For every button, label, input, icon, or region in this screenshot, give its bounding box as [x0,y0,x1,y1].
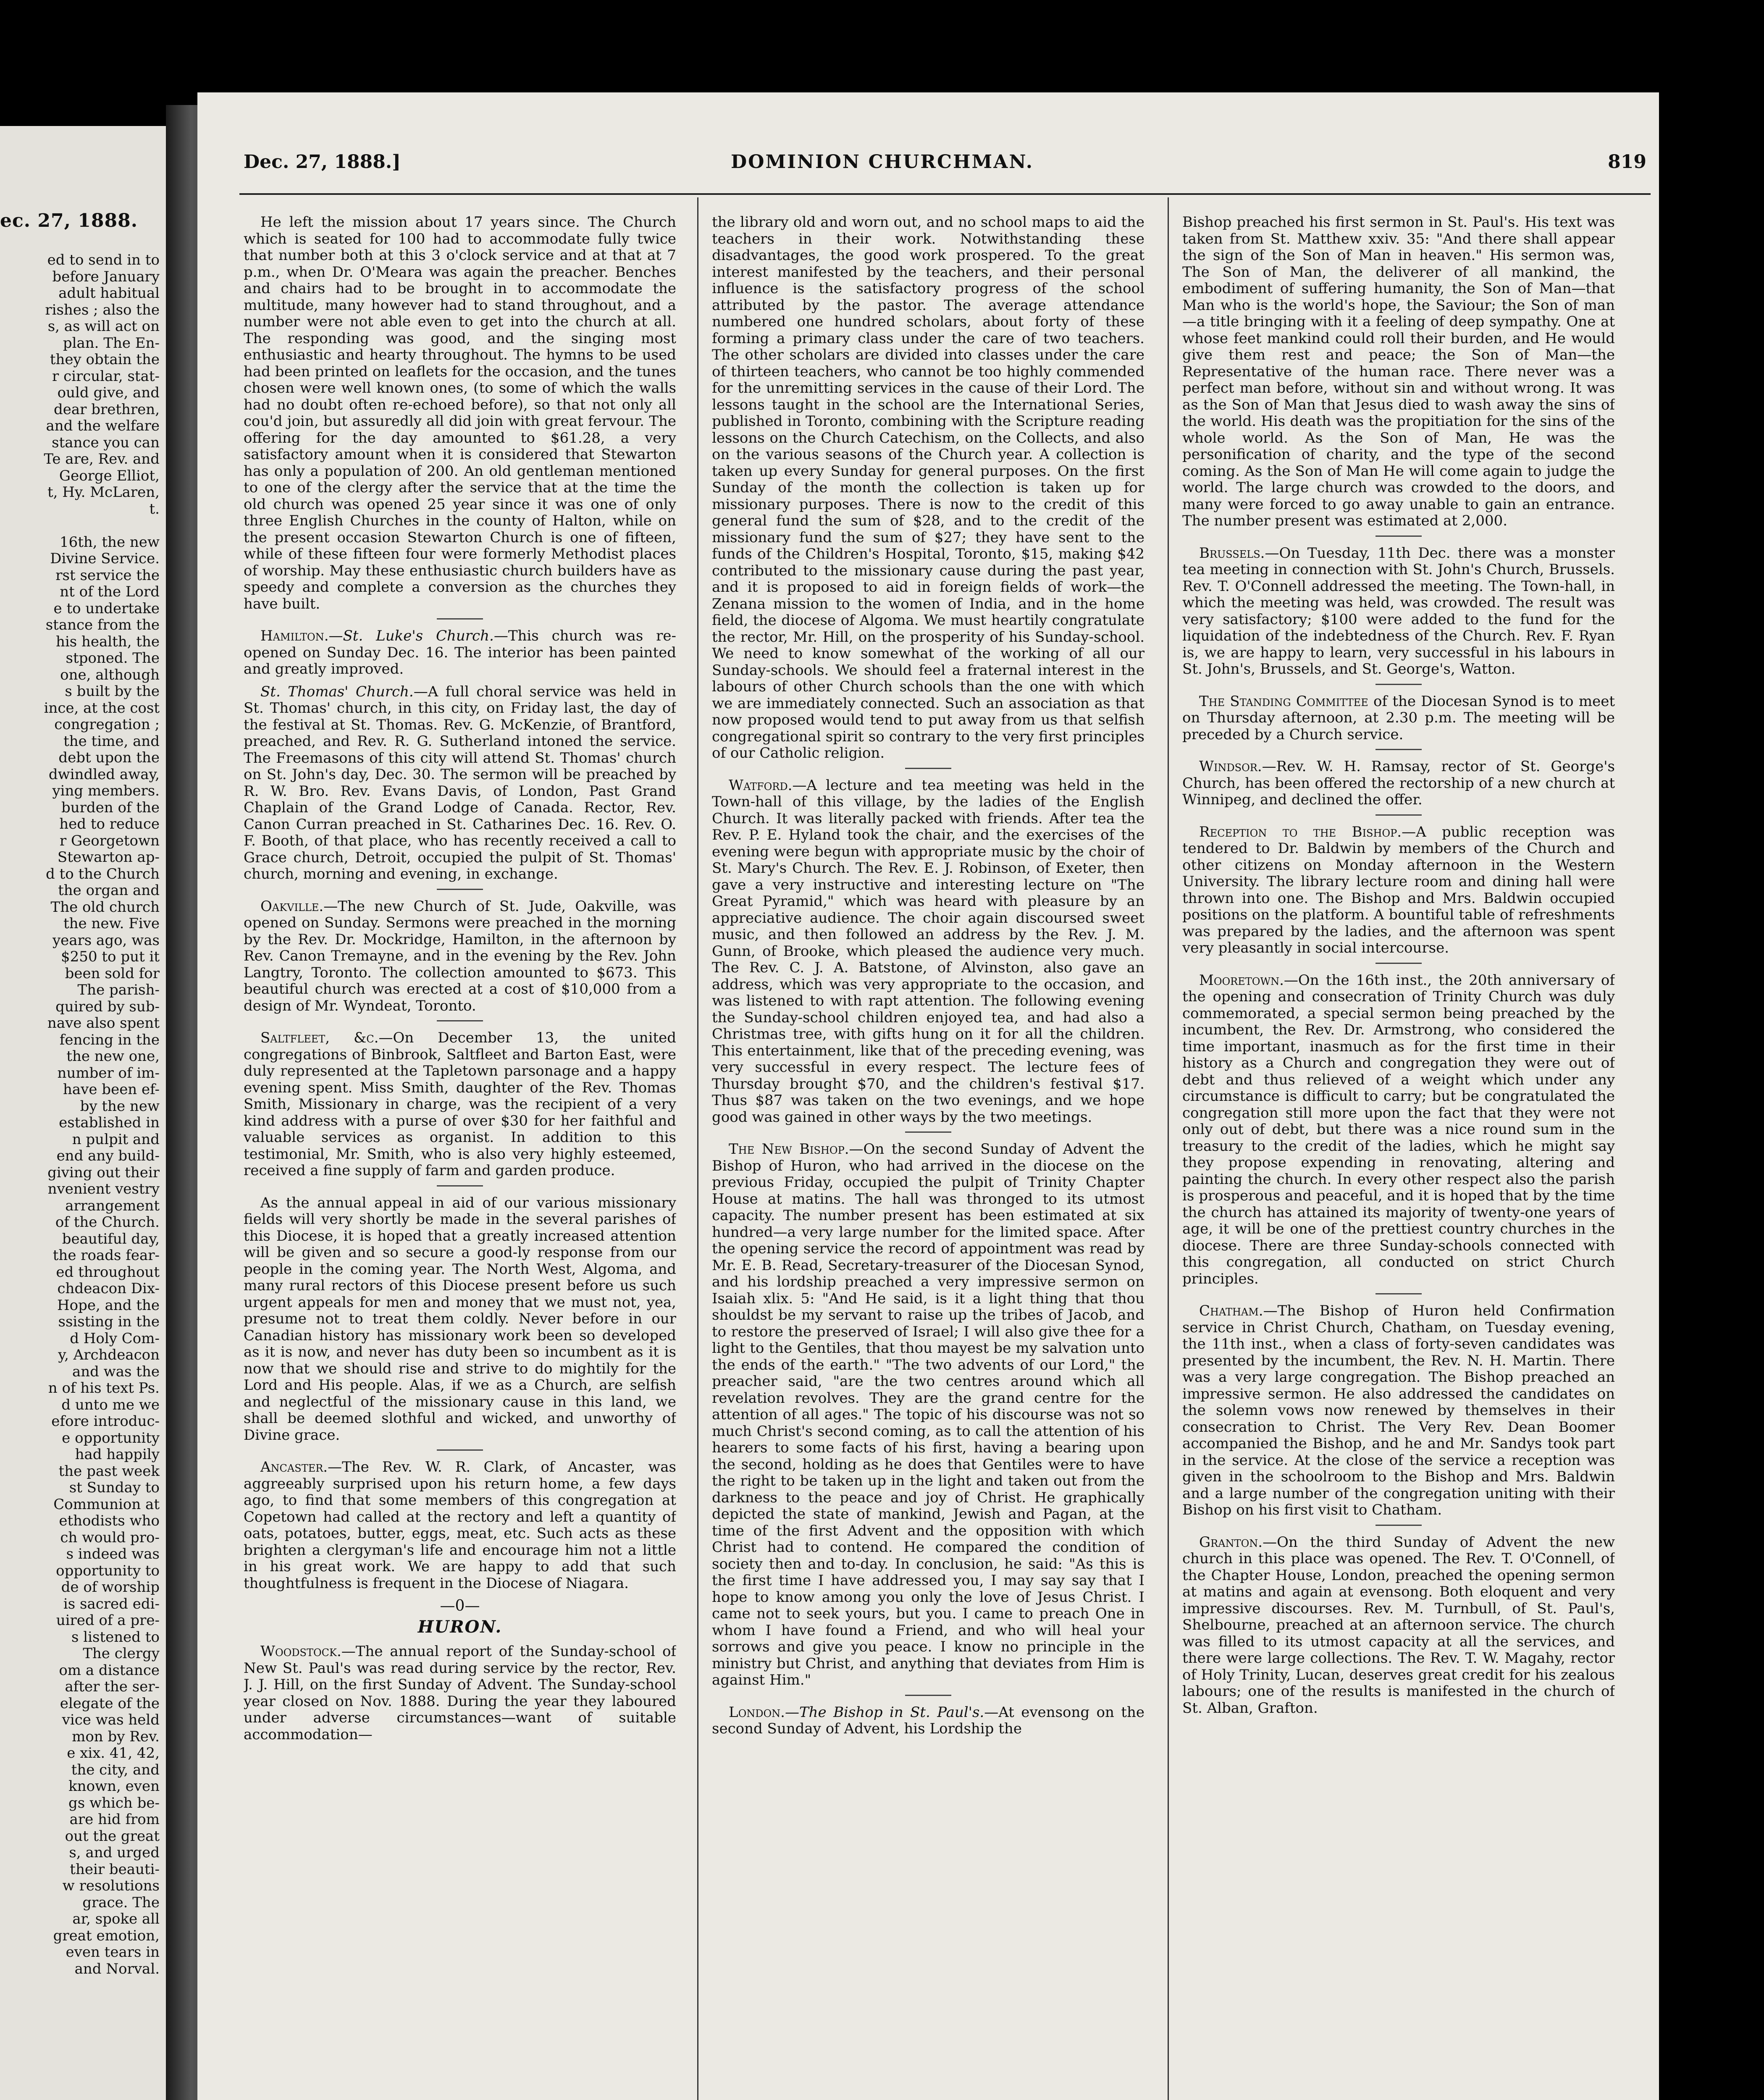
left-page-line: t. [149,500,160,517]
left-page-header: ec. 27, 1888. [0,210,138,231]
left-page-line: dear brethren, [54,401,160,418]
article-appeal: As the annual appeal in aid of our various missionary fields will very shortly be made in the several parishes of this Diocese, it is hoped that a greatly increased attention will be given and so secure a good-ly response from our people in the coming year. The North West, Algoma, and many rural rectors of this Diocese present before us such urgent appeals for men and money that we must not, yea, presume not to treat them coldly. Never before in our Canadian history has missionary work been so developed as it is now, and never has duty been so incumbent as it is now that we should rise and strive to do mightily for the Lord and His people. Alas, if we as a Church, are selfish and neglectful of the missionary cause in this land, we shall be deemed slothful and wicked, and unworthy of Divine grace. [244,1194,676,1444]
left-page-line: the city, and [71,1761,160,1778]
column-rule [1168,197,1169,2100]
left-page-line: r Georgetown [59,832,160,849]
section-separator [1376,963,1422,964]
left-page-line: s, as will act on [47,318,160,335]
article-title: Ancaster. [260,1459,328,1475]
left-page-line: stance you can [52,434,160,451]
article-title: Granton. [1199,1533,1263,1551]
column-1 [244,214,676,2100]
article-paragraph: He left the mission about 17 years since. The Church which is seated for 100 had to accommodate fully twice that number both at this 3 o'clock service and at that at 7 p.m., when Dr. O'Meara was again the preacher. Benches and chairs had to be brought in to accommodate the multitude, many however had to stand throughout, and a number were not able even to get into the church at all. The responding was good, and the singing most enthusiastic and hearty throughout. The hymns to be used had been printed on leaflets for the occasion, and the tunes chosen were well known ones, (to some of which the walls had no doubt often re-echoed before), so that not only all cou'd join, but assuredly all did join with great fervour. The offering for the day amounted to $61.28, a very satisfactory amount when it is considered that Stewarton has only a population of 200. An old gentleman mentioned to one of the clergy after the service that at the time the old church was opened 25 year since it was one of only three English Churches in the county of Halton, while on the present occasion Stewarton Church is one of fifteen, while of these fifteen four were formerly Methodist places of worship. May these enthusiastic church builders have as speedy and complete a conversion as the churches they have built. [244,214,676,612]
left-page-line: ed throughout [56,1263,160,1281]
article-body: On December 13, the united congregations of Binbrook, Saltfleet and Barton East, were duly represented at the Tapletown parsonage and a happy evening spent. Miss Smith, daughter of the Rev. Thomas Smith, Missionary in charge, was the recipient of a very kind address with a purse of over $30 for her faithful and valuable services as organist. In addition to this testimonial, Mr. Smith, who is also very highly esteemed, received a fine supply of farm and garden produce. [244,1029,676,1179]
article-body: A public reception was tendered to Dr. Baldwin by members of the Church and other citizens on Monday afternoon in the Western University. The library lecture room and dining hall were thrown into one. The Bishop and Mrs. Baldwin occupied positions on the platform. A bountiful table of refreshments was prepared by the ladies, and the afternoon was spent very pleasantly in social intercourse. [1182,823,1615,956]
header-rule [239,193,1651,195]
article-title: Windsor. [1199,758,1262,775]
left-page-line: after the ser- [65,1678,160,1695]
left-page-line: adult habitual [58,285,160,302]
left-page-line: rishes ; also the [45,301,160,318]
left-page-text [0,252,160,1977]
left-page-line: the organ and [58,882,160,899]
section-heading-huron: HURON. [417,1617,502,1637]
left-page-line: have been ef- [63,1081,160,1098]
left-page-line: The clergy [83,1645,160,1662]
left-page-line: and was the [72,1363,160,1380]
left-page-line: Stewarton ap- [57,849,160,866]
left-page-line: ould give, and [57,384,160,401]
article-title: Mooretown. [1199,971,1284,989]
section-separator [1376,536,1422,537]
left-page-line: efore introduc- [51,1413,160,1430]
left-page-line: rst service the [55,567,160,584]
left-page-line: years ago, was [52,932,160,949]
section-separator [437,1185,483,1186]
left-page-fragment [0,126,166,2100]
article-granton: Granton.—On the third Sunday of Advent the new church in this place was opened. The Rev. T. O'Connell, of the Chapter House, London, preached the opening sermon at matins and again at evensong. Both eloquent and very impressive discourses. Rev. M. Turnbull, of St. Paul's, Shelbourne, preached at an afternoon service. The church was filled to its utmost capacity at all the services, and there were large collections. The Rev. T. W. Magahy, rector of Holy Trinity, Lucan, deserves great credit for his zealous labours; one of the results is manifested in the church of St. Alban, Grafton. [1182,1533,1615,1717]
left-page-line: the time, and [63,732,160,750]
article-body: On Tuesday, 11th Dec. there was a monster tea meeting in connection with St. John's Church, Brussels. Rev. T. O'Connell addressed the meeting. The Town-hall, in which the meeting was held, was crowded. The result was very satisfactory; $100 were added to the fund for the liquidation of the indebtedness of the Church. Rev. F. Ryan is, we are happy to learn, very successful in his labours in St. John's, Brussels, and St. George's, Watton. [1182,544,1615,677]
article-body: A full choral service was held in St. Thomas' church, in this city, on Friday last, the day of the festival at St. Thomas. Rev. G. McKenzie, of Brantford, preached, and Rev. R. G. Sutherland intoned the service. The Freemasons of this city will attend St. Thomas' church on St. John's day, Dec. 30. The sermon will be preached by R. W. Bro. Rev. Evans Davis, of London, Past Grand Chaplain of the Grand Lodge of Canada. Rector, Rev. Canon Curran preached in St. Catharines Dec. 16. Rev. O. F. Booth, of that place, who has recently received a call to Grace church, Detroit, occupied the pulpit of St. Thomas' church, morning and evening, in exchange. [244,683,676,882]
article-body: This church was re-opened on Sunday Dec. 16. The interior has been painted and greatly improved. [244,627,676,677]
left-page-line: quired by sub- [55,998,160,1015]
left-page-line: opportunity to [56,1562,160,1579]
left-page-line: Divine Service. [50,550,160,567]
left-page-line: they obtain the [50,351,160,368]
left-page-line: d unto me we [61,1396,160,1413]
left-page-line: nvenient vestry [47,1181,160,1197]
article-oakville: Oakville.—The new Church of St. Jude, Oakville, was opened on Sunday. Sermons were preached in the morning by the Rev. Dr. Mockridge, Hamilton, in the afternoon by Rev. Canon Tremayne, and in the evening by the Rev. John Langtry, Toronto. The collection amounted to $673. This beautiful church was erected at a cost of $10,000 from a design of Mr. Wyndeat, Toronto. [244,898,676,1014]
left-page-line: the new one, [66,1048,160,1065]
left-page-line: uired of a pre- [56,1612,160,1629]
article-body: A lecture and tea meeting was held in the Town-hall of this village, by the ladies of the English Church. It was literally packed with friends. After tea the Rev. P. E. Hyland took the chair, and the exercises of the evening were begun with appropriate music by the choir of St. Mary's Church. The Rev. E. J. Robinson, of Exeter, then gave a very instructive and interesting lecture on "The Great Pyramid," which was heard with pleasure by an appreciative audience. The choir again discoursed sweet music, and then followed an address by the Rev. J. M. Gunn, of Brooke, which pleased the audience very much. The Rev. C. J. A. Batstone, of Alvinston, also gave an address, which was very appropriate to the occasion, and was listened to with rapt attention. The following evening the Sunday-school children enjoyed tea, and had also a Christmas tree, with gifts hung on it for all the children. This entertainment, like that of the preceding evening, was very successful in every respect. The lecture fees of Thursday brought $70, and the children's festival $17. Thus $87 was taken on the two evenings, and we hope good was gained in other ways by the two meetings. [712,777,1144,1126]
article-body: The new Church of St. Jude, Oakville, was opened on Sunday. Sermons were preached in the morning by the Rev. Dr. Mockridge, Hamilton, in the afternoon by Rev. Canon Tremayne, and in the evening by the Rev. John Langtry, Toronto. The collection amounted to $673. This beautiful church was erected at a cost of $10,000 from a design of Mr. Wyndeat, Toronto. [244,898,676,1014]
article-body: Rev. W. H. Ramsay, rector of St. George's Church, has been offered the rectorship of a new church at Winnipeg, and declined the offer. [1182,758,1615,808]
page-number: 819 [1608,151,1646,173]
article-saltfleet: Saltfleet, &c.—On December 13, the united congregations of Binbrook, Saltfleet and Barton East, were duly represented at the Tapletown parsonage and a happy evening spent. Miss Smith, daughter of the Rev. Thomas Smith, Missionary in charge, was the recipient of a very kind address with a purse of over $30 for her faithful and valuable services as organist. In addition to this testimonial, Mr. Smith, who is also very highly esteemed, received a fine supply of farm and garden produce. [244,1029,676,1179]
left-page-line: The old church [50,898,160,916]
header-date: Dec. 27, 1888.] [244,151,401,173]
left-page-line: known, even [68,1778,160,1795]
left-page-line: d to the Church [45,865,160,882]
left-page-line: ed to send in to [47,252,160,268]
left-page-line: fencing in the [59,1031,160,1048]
left-page-line: one, although [60,666,160,683]
left-page-line: established in [59,1114,160,1131]
article-paragraph: Bishop preached his first sermon in St. Paul's. His text was taken from St. Matthew xxiv. 35: "And there shall appear the sign of the Son of Man in heaven." His sermon was, The Son of Man, the deliverer of all mankind, the embodiment of suffering humanity, the Son of Man—that Man who is the world's hope, the Saviour; the Son of man—a title bringing with it a feeling of deep sympathy. One at whose feet mankind could roll their burden, and He would give them rest and peace; the Son of Man—the Representative of the human race. There never was a perfect man before, without sin and without wrong. It was as the Son of Man that Jesus died to wash away the sins of the world. His death was the propitiation for the sins of the whole world. As the Son of Man, He was the personification of charity, and the type of the second coming. As the Son of Man He will come again to judge the world. The large church was crowded to the doors, and many were forced to go away unable to gain an entrance. The number present was estimated at 2,000. [1182,214,1615,529]
article-subtitle: St. Luke's Church. [343,627,494,644]
article-body: The annual report of the Sunday-school of New St. Paul's was read during service by the rector, Rev. J. J. Hill, on the first Sunday of Advent. The Sunday-school year closed on Nov. 1888. During the year they laboured under adverse circumstances—want of suitable accommodation— [244,1643,676,1743]
left-page-line: Te are, Rev. and [44,451,160,467]
left-page-line: s indeed was [66,1546,160,1562]
left-page-line: ethodists who [59,1512,160,1529]
left-page-line: s, and urged [69,1844,160,1861]
left-page-line: of the Church. [55,1214,160,1231]
left-page-line: had happily [75,1446,160,1463]
left-page-line: their beauti- [70,1861,160,1878]
header-title: DOMINION CHURCHMAN. [731,151,1034,173]
left-page-line: number of im- [57,1064,160,1082]
left-page-line: de of worship [61,1579,160,1596]
section-separator [1376,1525,1422,1526]
left-page-line: The parish- [77,982,160,998]
article-subtitle: The Bishop in St. Paul's. [799,1704,984,1721]
section-separator [437,889,483,890]
left-page-line: dwindled away, [48,766,160,783]
left-page-line: 16th, the new [59,533,160,551]
section-separator [1376,684,1422,685]
page-header [244,151,1646,181]
left-page-line: end any build- [56,1147,160,1164]
article-body: On the second Sunday of Advent the Bishop of Huron, who had arrived in the diocese on the previous Friday, occupied the pulpit of Trinity Chapter House at matins. The hall was thronged to its utmost capacity. The number present has been estimated at six hundred—a very large number for the limited space. After the opening service the record of appointment was read by Mr. E. B. Read, Secretary-treasurer of the Diocesan Synod, and his lordship preached a very impressive sermon on Isaiah xlix. 5: "And He said, is it a light thing that thou shouldst be my servant to raise up the tribes of Jacob, and to restore the preserved of Israel; I will also give thee for a light to the Gentiles, that thou mayest be my salvation unto the ends of the earth." "The two advents of our Lord," the preacher said, "are the two centres around which all revelation revolves. They are the grand centre for the attention of all ages." The topic of his discourse was not so much Christ's second coming, as to call the attention of his hearers to some facts of his first, having a bearing upon the second, holding as he does that Gentiles were to have the right to be taken up in the light and taken out from the darkness to the peace and joy of Christ. He graphically depicted the state of mankind, Jewish and Pagan, at the time of the first Advent and the opposition with which Christ had to contend. He compared the condition of society then and to-day. In conclusion, he said: "As this is the first time I have addressed you, I may say say that I hope to know among you only the love of Jesus Christ. I came not to seek yours, but you. I came to preach One in whom I have found a Friend, and who will heal your sorrows and give you peace. I know no principle in the ministry but Christ, and anything that deviates from Him is against Him." [712,1141,1144,1688]
left-page-line: even tears in [66,1944,160,1961]
left-page-line: debt upon the [58,749,160,766]
left-page-line: n pulpit and [72,1131,160,1148]
left-page-line: r circular, stat- [52,368,160,385]
left-page-line: arrangement [65,1197,160,1214]
left-page-line: vice was held [62,1712,160,1728]
left-page-line: mon by Rev. [72,1728,160,1745]
left-page-line: y, Archdeacon [58,1347,160,1363]
section-separator [905,1695,951,1696]
left-page-line: st Sunday to [69,1479,160,1496]
article-body: The Bishop of Huron held Confirmation service in Christ Church, Chatham, on Tuesday evening, the 11th inst., when a class of forty-seven candidates was presented by the incumbent, the Rev. N. H. Martin. There was a very large congregation. The Bishop preached an impressive sermon. He also addressed the candidates on the solemn vows now renewed by themselves in their consecration to Christ. The Very Rev. Dean Boomer accompanied the Bishop, and he and Mr. Sandys took part in the service. At the close of the service a reception was given in the schoolroom to the Bishop and Mrs. Baldwin and a large number of the congregation uniting with their Bishop on his first visit to Chatham. [1182,1302,1615,1518]
left-page-line: om a distance [59,1662,160,1679]
article-body: The Rev. W. R. Clark, of Ancaster, was aggreeably surprised upon his return home, a few days ago, to find that some members of this congregation at Copetown had called at the rectory and left a quantity of oats, potatoes, butter, eggs, meat, etc. Such acts as these brighten a clergyman's life and encourage him not a little in his great work. We are happy to add that such thoughtfulness is frequent in the Diocese of Niagara. [244,1459,676,1592]
left-page-line: chdeacon Dix- [57,1280,160,1297]
article-title: Saltfleet, &c. [260,1029,379,1046]
article-ancaster: Ancaster.—The Rev. W. R. Clark, of Ancaster, was aggreeably surprised upon his return home, a few days ago, to find that some members of this congregation at Copetown had called at the rectory and left a quantity of oats, potatoes, butter, eggs, meat, etc. Such acts as these brighten a clergyman's life and encourage him not a little in his great work. We are happy to add that such thoughtfulness is frequent in the Diocese of Niagara. [244,1459,676,1592]
left-page-line: congregation ; [54,716,160,733]
left-page-line: t, Hy. McLaren, [47,484,160,501]
article-title: The New Bishop. [729,1141,849,1158]
left-page-line: ince, at the cost [44,699,160,717]
article-woodstock: Woodstock.—The annual report of the Sunday-school of New St. Paul's was read during service by the rector, Rev. J. J. Hill, on the first Sunday of Advent. The Sunday-school year closed on Nov. 1888. During the year they laboured under adverse circumstances—want of suitable accommodation— [244,1643,676,1743]
section-separator [437,1020,483,1021]
ornament: —0— [440,1597,480,1614]
column-3 [1182,214,1615,2100]
left-page-line: his health, the [55,633,160,650]
article-title: Brussels. [1199,544,1265,562]
left-page-line: stance from the [45,617,160,633]
left-page-line: d Holy Com- [70,1330,160,1347]
left-page-line: hed to reduce [59,816,160,832]
article-reception: Reception to the Bishop.—A public reception was tendered to Dr. Baldwin by members of the Church and other citizens on Monday afternoon in the Western University. The library lecture room and dining hall were thrown into one. The Bishop and Mrs. Baldwin occupied positions on the platform. A bountiful table of refreshments was prepared by the ladies, and the afternoon was spent very pleasantly in social intercourse. [1182,823,1615,956]
article-chatham: Chatham.—The Bishop of Huron held Confirmation service in Christ Church, Chatham, on Tuesday evening, the 11th inst., when a class of forty-seven candidates was presented by the incumbent, the Rev. N. H. Martin. There was a very large congregation. The Bishop preached an impressive sermon. He also addressed the candidates on the solemn vows now renewed by themselves in their consecration to Christ. The Very Rev. Dean Boomer accompanied the Bishop, and he and Mr. Sandys took part in the service. At the close of the service a reception was given in the schoolroom to the Bishop and Mrs. Baldwin and a large number of the congregation uniting with their Bishop on his first visit to Chatham. [1182,1302,1615,1518]
left-page-line: are hid from [69,1811,160,1828]
article-title: Watford. [729,777,793,794]
left-page-line: nave also spent [47,1015,160,1032]
article-london: London.—The Bishop in St. Paul's.—At evensong on the second Sunday of Advent, his Lordship the [712,1704,1144,1737]
left-page-line: w resolutions [62,1877,160,1894]
left-page-line: and Norval. [74,1960,160,1977]
left-page-line: s listened to [71,1628,160,1646]
section-separator [437,1449,483,1451]
left-page-line: and the welfare [46,417,160,434]
article-brussels: Brussels.—On Tuesday, 11th Dec. there was a monster tea meeting in connection with St. John's Church, Brussels. Rev. T. O'Connell addressed the meeting. The Town-hall, in which the meeting was held, was crowded. The result was very satisfactory; $100 were added to the fund for the liquidation of the indebtedness of the Church. Rev. F. Ryan is, we are happy to learn, very successful in his labours in St. John's, Brussels, and St. George's, Watton. [1182,544,1615,677]
article-body: At evensong on the second Sunday of Advent, his Lordship the [712,1704,1144,1737]
section-separator [1376,1293,1422,1294]
left-page-line: Hope, and the [57,1297,160,1314]
left-page-line [0,517,160,534]
article-new-bishop: The New Bishop.—On the second Sunday of Advent the Bishop of Huron, who had arrived in the diocese on the previous Friday, occupied the pulpit of Trinity Chapter House at matins. The hall was thronged to its utmost capacity. The number present has been estimated at six hundred—a very large number for the limited space. After the opening service the record of appointment was read by Mr. E. B. Read, Secretary-treasurer of the Diocesan Synod, and his lordship preached a very impressive sermon on Isaiah xlix. 5: "And He said, is it a light thing that thou shouldst be my servant to raise up the tribes of Jacob, and to restore the preserved of Israel; I will also give thee for a light to the Gentiles, that thou mayest be my salvation unto the ends of the earth." "The two advents of our Lord," the preacher said, "are the two centres around which all revelation revolves. They are the grand centre for the attention of all ages." The topic of his discourse was not so much Christ's second coming, as to call the attention of his hearers to some facts of his first, having a bearing upon the second, holding as he does that Gentiles were to have the right to be taken up in the light and taken out from the darkness to the peace and joy of Christ. He graphically depicted the state of mankind, Jewish and Pagan, at the time of the first Advent and the opposition with which Christ had to contend. He compared the condition of society then and to-day. In conclusion, he said: "As this is the first time I have addressed you, I may say say that I hope to know among you only the love of Jesus Christ. I came not to seek yours, but you. I came to preach One in whom I have found a Friend, and who will heal your sorrows and give you peace. I know no principle in the ministry but Christ, and anything that deviates from Him is against Him." [712,1141,1144,1688]
left-page-line: e opportunity [62,1429,160,1446]
article-body: On the third Sunday of Advent the new church in this place was opened. The Rev. T. O'Connell, of the Chapter House, London, preached the opening sermon at matins and again at evensong. Both eloquent and very impressive discourses. Rev. M. Turnbull, of St. Paul's, Shelbourne, preached at an afternoon service. The church was filled to its utmost capacity at all the services, and there were large collections. The Rev. T. W. Magahy, rector of Holy Trinity, Lucan, deserves great credit for his zealous labours; one of the results is manifested in the church of St. Alban, Grafton. [1182,1533,1615,1717]
left-page-line: n of his text Ps. [48,1380,160,1396]
article-watford: Watford.—A lecture and tea meeting was held in the Town-hall of this village, by the ladies of the English Church. It was literally packed with friends. After tea the Rev. P. E. Hyland took the chair, and the exercises of the evening were begun with appropriate music by the choir of St. Mary's Church. The Rev. E. J. Robinson, of Exeter, then gave a very instructive and interesting lecture on "The Great Pyramid," which was heard with pleasure by an appreciative audience. The choir again discoursed sweet music, and then followed an address by the Rev. J. M. Gunn, of Brooke, which pleased the audience very much. The Rev. C. J. A. Batstone, of Alvinston, also gave an address, which was very appropriate to the occasion, and was listened to with rapt attention. The following evening the Sunday-school children enjoyed tea, and had also a Christmas tree, with gifts hung on it for all the children. This entertainment, like that of the preceding evening, was very successful in every respect. The lecture fees of Thursday brought $70, and the children's festival $17. Thus $87 was taken on the two evenings, and we hope good was gained in other ways by the two meetings. [712,777,1144,1126]
left-page-line: $250 to put it [61,948,160,965]
left-page-line: Communion at [53,1496,160,1513]
left-page-line: e to undertake [53,600,160,617]
article-title: St. Thomas' Church. [260,683,414,700]
left-page-line: grace. The [82,1894,160,1911]
section-separator [905,1131,951,1133]
article-title: Chatham. [1199,1302,1263,1319]
section-separator [1376,749,1422,750]
section-separator [437,618,483,620]
article-title: The Standing Committee [1199,693,1368,710]
article-hamilton: Hamilton.—St. Luke's Church.—This church was re-opened on Sunday Dec. 16. The interior has been painted and greatly improved. [244,627,676,677]
column-2 [712,214,1144,2100]
left-page-line: the past week [58,1462,160,1480]
article-title: Reception to the Bishop. [1199,823,1402,840]
article-paragraph: the library old and worn out, and no school maps to aid the teachers in their work. Notwithstanding these disadvantages, the good work prospered. To the great interest manifested by the teachers, and their personal influence is the satisfactory progress of the school attributed by the pastor. The average attendance numbered one hundred scholars, about forty of these forming a primary class under the care of two teachers. The other scholars are divided into classes under the care of thirteen teachers, who cannot be too highly commended for the unremitting services in the cause of their Lord. The lessons taught in the school are the International Series, published in Toronto, combining with the Scripture reading lessons on the Church Catechism, on the Collects, and also on the various seasons of the Church year. A collection is taken up every Sunday for general purposes. On the first Sunday of the month the collection is taken up for missionary purposes. There is now to the credit of this general fund the sum of $28, and to the credit of the missionary fund the sum of $27; they have sent to the funds of the Children's Hospital, Toronto, $15, making $42 contributed to the missionary cause during the past year, and it is proposed to aid in foreign fields of work—the Zenana mission to the women of India, and in the home field, the diocese of Algoma. We must heartily congratulate the rector, Mr. Hill, on the prosperity of his Sunday-school. We need to know somewhat of the working of all our Sunday-schools. We should feel a fraternal interest in the labours of other Church schools than the one with which we are immediately connected. Such an association as that now proposed would tend to put away from us that selfish congregational spirit so contrary to the very first principles of our Catholic religion. [712,214,1144,761]
left-page-line: out the great [65,1827,160,1845]
left-page-line: the new. Five [63,915,160,932]
left-page-line: gs which be- [68,1794,160,1811]
left-page-line: giving out their [47,1164,160,1181]
newspaper-page [197,92,1659,2100]
section-separator [1376,814,1422,816]
article-windsor: Windsor.—Rev. W. H. Ramsay, rector of St. George's Church, has been offered the rectorship of a new church at Winnipeg, and declined the offer. [1182,758,1615,808]
article-body: On the 16th inst., the 20th anniversary of the opening and consecration of Trinity Church was duly commemorated, a special sermon being preached by the incumbent, the Rev. Dr. Armstrong, who considered the time important, inasmuch as for the first time in their history as a Church and congregation they were out of debt and thus relieved of a weight which under any circumstance is difficult to carry; but be congratulated the congregation still more upon the fact that they were not only out of debt, but there was a nice round sum in the treasury to the credit of the ladies, which he might say they propose expending in renovating, altering and painting the church. In every other respect also the parish is prosperous and peaceful, and it is hoped that by the time the church has attained its majority of twenty-one years of age, it will be one of the prettiest country churches in the diocese. There are three Sunday-schools connected with this congregation, all conducted on strict Church principles. [1182,971,1615,1287]
left-page-line: ch would pro- [60,1529,160,1546]
left-page-line: stponed. The [66,650,160,667]
section-separator [905,768,951,769]
left-page-line: burden of the [61,799,160,816]
article-title: Woodstock. [260,1643,341,1660]
article-title: Oakville. [260,898,324,915]
left-page-line: great emotion, [53,1927,160,1944]
left-page-line: been sold for [65,965,160,982]
left-page-line: ying members. [52,782,160,799]
left-page-line: e xix. 41, 42, [67,1745,160,1761]
left-page-line: ssisting in the [58,1313,160,1330]
left-page-line: s built by the [65,683,160,700]
article-title: Hamilton. [260,627,329,644]
article-st-thomas: St. Thomas' Church.—A full choral service was held in St. Thomas' church, in this city, on Friday last, the day of the festival at St. Thomas. Rev. G. McKenzie, of Brantford, preached, and Rev. R. G. Sutherland intoned the service. The Freemasons of this city will attend St. Thomas' church on St. John's day, Dec. 30. The sermon will be preached by R. W. Bro. Rev. Evans Davis, of London, Past Grand Chaplain of the Grand Lodge of Canada. Rector, Rev. Canon Curran preached in St. Catharines Dec. 16. Rev. O. F. Booth, of that place, who has recently received a call to Grace church, Detroit, occupied the pulpit of St. Thomas' church, morning and evening, in exchange. [244,683,676,882]
article-mooretown: Mooretown.—On the 16th inst., the 20th anniversary of the opening and consecration of Trinity Church was duly commemorated, a special sermon being preached by the incumbent, the Rev. Dr. Armstrong, who considered the time important, inasmuch as for the first time in their history as a Church and congregation they were out of debt and thus relieved of a weight which under any circumstance is difficult to carry; but be congratulated the congregation still more upon the fact that they were not only out of debt, but there was a nice round sum in the treasury to the credit of the ladies, which he might say they propose expending in renovating, altering and painting the church. In every other respect also the parish is prosperous and peaceful, and it is hoped that by the time the church has attained its majority of twenty-one years of age, it will be one of the prettiest country churches in the diocese. There are three Sunday-schools connected with this congregation, all conducted on strict Church principles. [1182,971,1615,1287]
left-page-line: beautiful day, [62,1230,160,1247]
article-title: London. [729,1704,785,1721]
left-page-line: the roads fear- [52,1247,160,1264]
left-page-line: ar, spoke all [72,1911,160,1927]
left-page-line: before January [52,268,160,285]
article-standing-committee [1182,693,1615,743]
left-page-line: nt of the Lord [60,583,160,600]
left-page-line: elegate of the [60,1695,160,1712]
left-page-line: is sacred edi- [63,1595,160,1612]
left-page-line: George Elliot, [59,467,160,484]
article-body: of the Diocesan Synod is to meet on Thursday afternoon, at 2.30 p.m. The meeting will be preceded by a Church service. [1182,693,1615,743]
left-page-line: plan. The En- [63,334,160,352]
column-rule [697,197,698,2100]
left-page-line: by the new [80,1097,160,1115]
